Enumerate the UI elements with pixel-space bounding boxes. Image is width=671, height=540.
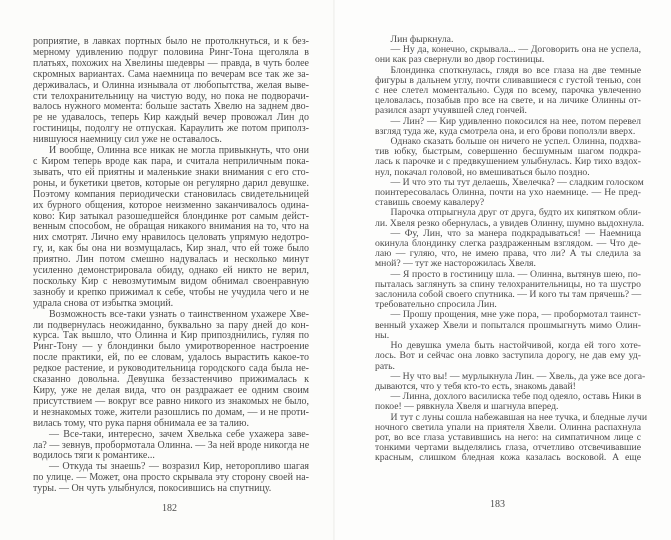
- right-page: [335, 0, 671, 540]
- text-line: с Киром теперь вроде как пара, и считала неприличным пока-: [33, 155, 309, 167]
- text-line: ре не удавалось, теперь Кир каждый вечер провожал Лин до: [33, 112, 309, 124]
- text-line: лось. Вот и сейчас она ловко заступила дорогу, не дав ему уд-: [375, 350, 641, 362]
- text-line: лась к парочке и с предвкушением улыбнулась. Кир тихо вздох-: [375, 156, 641, 168]
- text-line: Лин фыркнула.: [390, 34, 454, 45]
- text-line: сказанно довольна. Девушка беззастенчиво прижималась к: [33, 374, 309, 386]
- text-line: целовалась, позабыв про все на свете, и на личике Олинны от-: [375, 95, 641, 107]
- text-line: поскольку Кир с невозмутимым видом обнимал своенравную: [33, 275, 309, 287]
- text-line: них смотрят. Лично ему нравилось целовать упрямую недотро-: [33, 232, 309, 244]
- text-line: нул, покачал головой, но вмешиваться было поздно.: [375, 166, 590, 178]
- page-number: 182: [162, 503, 177, 514]
- text-line: — Прошу прощения, мне уже пора, — пробормотал таинст-: [390, 309, 641, 321]
- text-line: курса. Так вышло, что Олинна и Кир припозднились, гуляя по: [33, 330, 309, 342]
- text-line: они как раз свернули во двор гостиницы.: [375, 54, 545, 66]
- text-line: требовательно спросила Лин.: [375, 299, 497, 311]
- text-line: заслонила собой своего спутника. — И кого ты там прячешь? —: [375, 289, 642, 301]
- text-line: усиленно демонстрировала обиду, однако ей никто не верил,: [33, 265, 309, 277]
- text-line: ли подвернулась неожиданно, буквально за пару дней до кон-: [33, 319, 309, 331]
- text-line: окинула блондинку слегка раздраженным взглядом. — Что де-: [375, 238, 641, 250]
- text-line: и незнакомых тоже, жители разошлись по домам, — и не проти-: [33, 406, 309, 418]
- text-line: ли. Хвеля резко обернулась, а увидев Олинну, шумно выдохнула.: [375, 217, 645, 229]
- text-line: зазнобу и крепко прижимал к себе, чтобы не учудила чего и не: [33, 286, 309, 298]
- text-line: И вообще, Олинна все никак не могла привыкнуть, что они: [49, 145, 309, 157]
- text-line: — Все-таки, интересно, зачем Хвелька себе ухажера заве-: [49, 428, 309, 440]
- text-line: водилось тяги к романтике...: [33, 450, 155, 462]
- left-page-text: [33, 37, 309, 495]
- text-line: Парочка отпрыгнула друг от друга, будто их кипятком обли-: [390, 207, 641, 219]
- text-line: Киру, уже не делая вида, что он раздражает ее одним своим: [33, 385, 309, 396]
- text-line: зывать, что ей приятны и маленькие знаки внимания с его сто-: [33, 166, 309, 178]
- text-line: пыталась заглянуть за спину телохранительницы, но та шустро: [375, 278, 641, 290]
- text-line: — Лин? — Кир удивленно покосился на нее, потом перевел: [390, 115, 641, 127]
- text-line: роприятие, в лавках портных было не протолкнуться, и к без-: [33, 36, 309, 47]
- text-line: красным, слишком бледная кожа казалась восковой. А еще: [375, 452, 641, 464]
- text-line: мной? — тут же насторожилась Хвеля.: [375, 258, 536, 270]
- text-line: мерному удивлению подруг половина Ринг-Тона щеголяла в: [33, 46, 309, 58]
- text-line: — Линна, дохлого василиска тебе под одеяло, оставь Ники в: [390, 391, 642, 403]
- text-line: гу, и, как бы она ни возмущалась, Кир знал, что ей тоже было: [33, 243, 309, 255]
- text-line: — Откуда ты знаешь? — возразил Кир, неторопливо шагая: [49, 461, 309, 473]
- text-line: Поэтому компания периодически становилась свидетельницей: [33, 188, 309, 200]
- text-line: ково: Кир затыкал разошедшейся блондинке рот самым дейст-: [33, 210, 309, 222]
- text-line: — Ну что вы! — мурлыкнула Лин. — Хвель, да уже все дога-: [390, 370, 646, 382]
- text-line: после практики, ей, по ее словам, удалось вырастить какое-то: [33, 352, 309, 364]
- text-line: ны.: [375, 329, 390, 341]
- text-line: венный ухажер Хвели и попытался прошмыгнуть мимо Олин-: [375, 319, 641, 331]
- text-line: поинтересовалась Олинна, почти на ухо наемнице. — Не пред-: [375, 187, 641, 199]
- text-line: разился азарт учуявшей след гончей.: [375, 105, 527, 117]
- text-line: платьях, похожих на Хвелины шедевры — правда, в чуть более: [33, 57, 309, 69]
- text-line: туры. — Он чуть улыбнулся, покосившись на спутницу.: [33, 483, 272, 495]
- text-line: нившуюся наемницу сил уже не оставалось.: [33, 134, 222, 146]
- text-line: — И что это ты тут делаешь, Хвелечка? — сладким голоском: [390, 176, 644, 188]
- text-line: роны, и букетики цветов, которые он регулярно дарил девушке.: [33, 177, 309, 189]
- text-line: тив юбку, быстрым, совершенно бесшумным шагом подкра-: [375, 146, 641, 158]
- text-line: ла? — зевнув, пробормотала Олинна. — За ней вроде никогда не: [33, 439, 310, 451]
- text-line: — Я просто в гостиницу шла. — Олинна, вытянув шею, по-: [390, 268, 641, 280]
- text-line: покое! — рявкнула Хвеля и шагнула вперед.: [375, 401, 559, 413]
- text-line: — Ну да, конечно, скрывала... — Договорить она не успела,: [390, 44, 641, 56]
- text-line: по улице. — Может, она просто скрывала эту сторону своей на-: [33, 472, 309, 484]
- text-line: удрала снова от избытка эмоций.: [33, 297, 174, 309]
- text-line: Ринг-Тону — у блондинки было умиротворенное настроение: [33, 341, 309, 353]
- text-line: редкое растение, и руководительница городского сада была не-: [33, 363, 309, 375]
- text-line: Но девушка умела быть настойчивой, когда ей того хоте-: [390, 340, 641, 352]
- text-line: приятно. Лин потом смешно надувалась и несколько минут: [33, 254, 309, 266]
- text-line: вилась тому, что рука парня обнимала ее за талию.: [33, 417, 250, 429]
- text-line: Возможность все-таки узнать о таинственном ухажере Хве-: [49, 308, 309, 320]
- text-line: гостиницы, подолгу не отпуская. Караулить же потом приполз-: [33, 123, 309, 135]
- text-line: их бурного общения, которое неизменно заканчивалось одина-: [33, 199, 309, 211]
- text-line: ставишь своему кавалеру?: [375, 197, 485, 209]
- text-line: взгляд туда же, куда смотрела она, и его брови поползли вверх.: [375, 125, 636, 137]
- text-line: — Фу, Лин, что за манера подкрадываться! — Наемница: [390, 227, 641, 239]
- text-line: лаю — гуляю, что, не имею права, что ли? А ты следила за: [375, 248, 641, 260]
- text-line: дываются, что у тебя кто-то есть, знакомь давай!: [375, 380, 576, 392]
- text-line: скромных вариантах. Сама наемница по вечерам все так же за-: [33, 68, 309, 80]
- text-line: Однако сказать больше он ничего не успел. Олинна, подхва-: [390, 136, 641, 148]
- text-line: валось нужного момента: больше застать Хвелю на заднем дво-: [33, 101, 309, 113]
- text-line: рать.: [375, 360, 395, 372]
- page-number: 183: [490, 499, 505, 510]
- text-line: тонкими чертами выделялись глаза, отчетливо отсвечивавшие: [375, 442, 641, 454]
- text-line: присутствием — вокруг все равно никого из знакомых не было,: [33, 395, 309, 407]
- text-line: Блондинка споткнулась, глядя во все глаза на две темные: [390, 64, 641, 76]
- text-line: фигуры в дальнем углу, почти сливавшиеся с густой тенью, сон: [375, 74, 641, 86]
- text-line: венным способом, не обращая никакого внимания на то, что на: [33, 221, 309, 233]
- right-page-text: [375, 34, 648, 464]
- text-line: рот, во все глаза уставившись на него: на симпатичном лице с: [375, 431, 641, 443]
- text-line: сти телохранительницу на чистую воду, но пока не подворачи-: [33, 90, 309, 102]
- text-line: держивалась, и Олинна изнывала от любопытства, желая выве-: [33, 79, 309, 91]
- text-line: И тут с луны сошла набежавшая на нее тучка, и бледные лучи: [390, 411, 648, 423]
- left-page: [0, 0, 335, 540]
- text-line: с нее слетел моментально. Судя по всему, парочка увлеченно: [375, 85, 641, 97]
- text-line: ночного светила упали на приятеля Хвели. Олинна распахнула: [375, 421, 641, 433]
